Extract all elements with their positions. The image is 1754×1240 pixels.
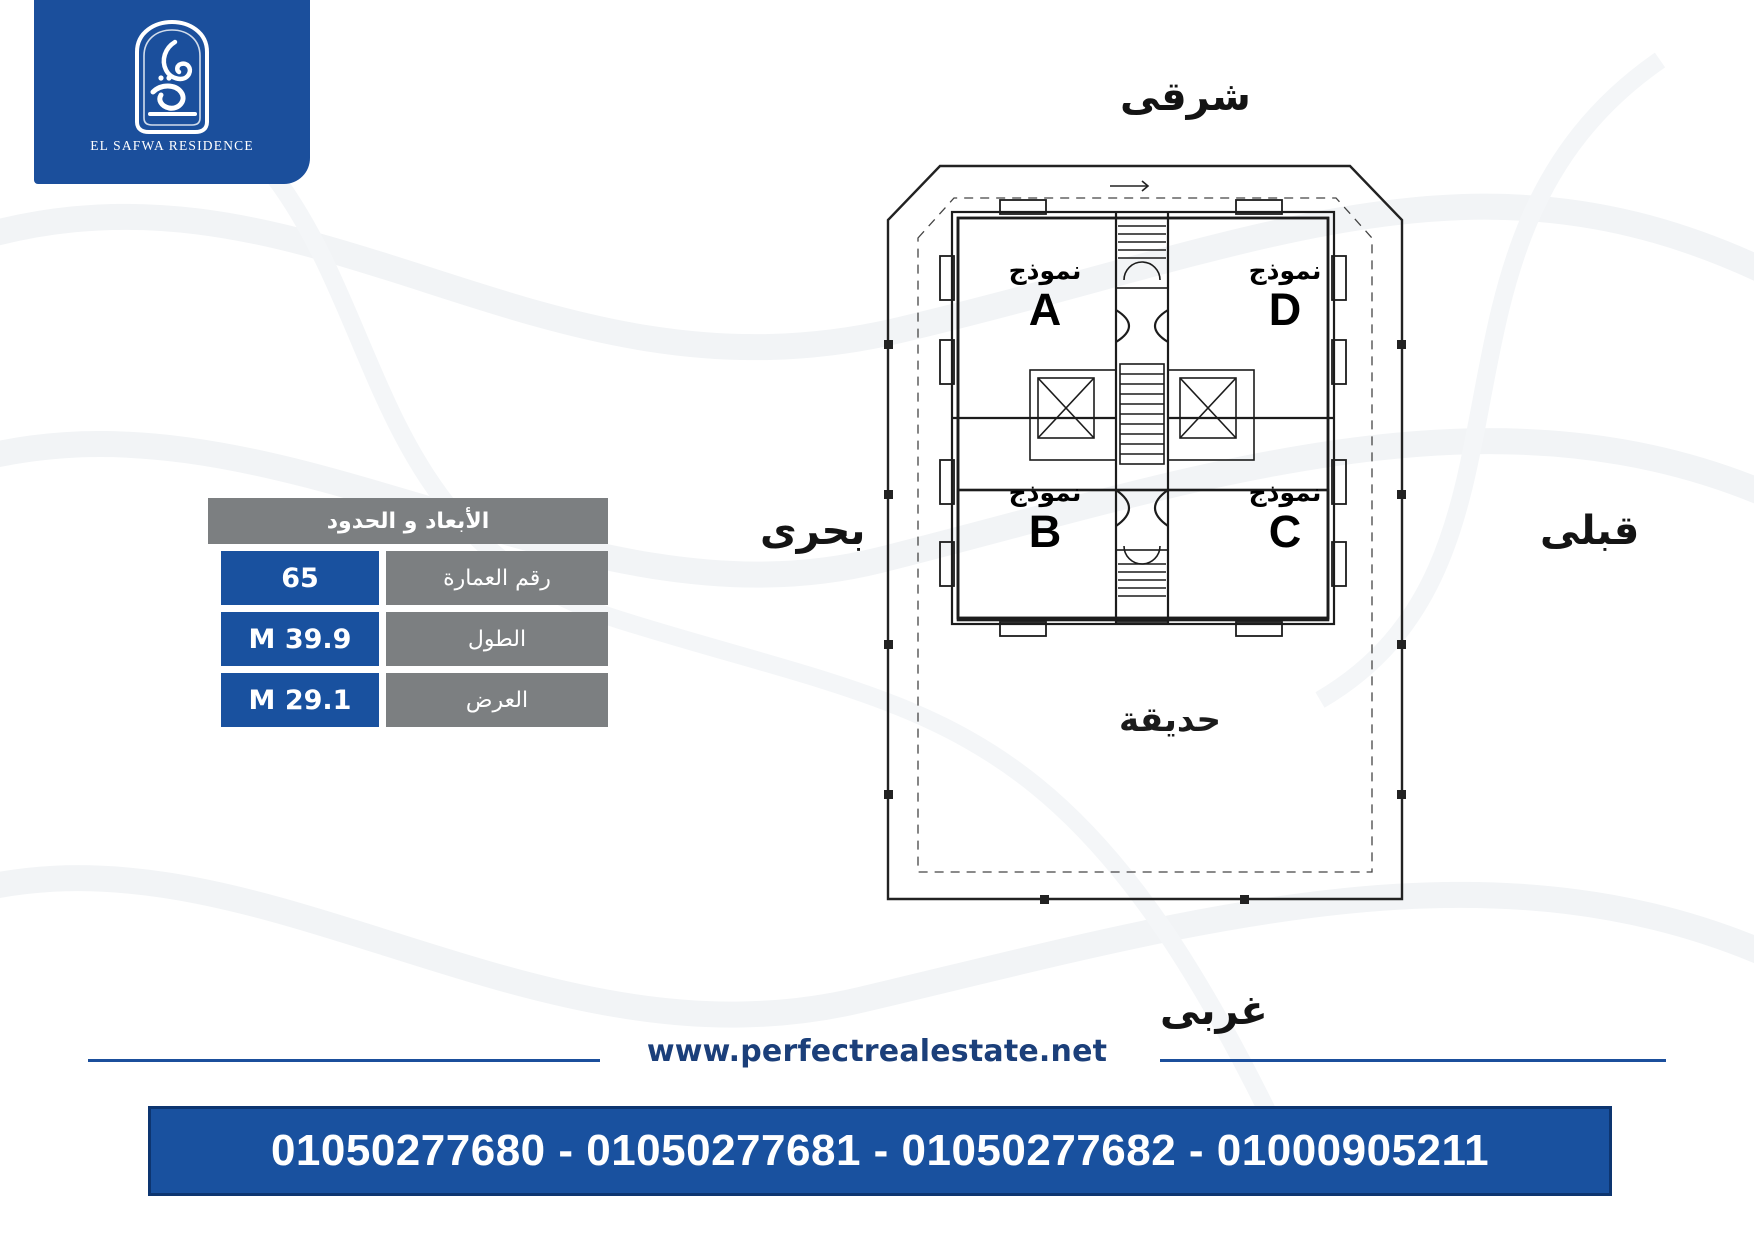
unit-letter: C bbox=[1268, 506, 1302, 557]
unit-label-a bbox=[990, 258, 1100, 337]
phone-numbers-bar[interactable] bbox=[148, 1106, 1612, 1196]
unit-letter: D bbox=[1268, 284, 1302, 335]
direction-label-north: شرقى bbox=[1120, 74, 1251, 120]
unit-letter: A bbox=[1028, 284, 1062, 335]
safwa-monogram-icon bbox=[117, 18, 227, 136]
unit-keyword: نموذج bbox=[1248, 478, 1322, 507]
unit-label-b bbox=[990, 480, 1100, 559]
phone-numbers-text: 01050277680 - 01050277681 - 01050277682 - 01000905211 bbox=[270, 1126, 1490, 1175]
unit-keyword: نموذج bbox=[1008, 478, 1082, 507]
width-label: العرض bbox=[386, 673, 608, 727]
dimensions-panel-title: الأبعاد و الحدود bbox=[208, 498, 608, 544]
table-row bbox=[208, 673, 608, 727]
brand-logo-card bbox=[34, 0, 310, 184]
unit-keyword: نموذج bbox=[1248, 256, 1322, 285]
building-number-value: 65 bbox=[221, 551, 379, 605]
brand-name: EL SAFWA RESIDENCE bbox=[90, 138, 254, 153]
dimensions-panel bbox=[208, 498, 608, 734]
direction-label-south: غربى bbox=[1160, 988, 1268, 1034]
garden-label: حديقة bbox=[1119, 700, 1221, 740]
table-row bbox=[208, 612, 608, 666]
unit-label-d bbox=[1230, 258, 1340, 337]
website-label[interactable]: www.perfectrealestate.net bbox=[646, 1034, 1108, 1069]
direction-label-west: بحرى bbox=[760, 508, 866, 554]
building-number-label: رقم العمارة bbox=[386, 551, 608, 605]
unit-letter: B bbox=[1028, 506, 1062, 557]
unit-keyword: نموذج bbox=[1008, 256, 1082, 285]
width-value: M 29.1 bbox=[221, 673, 379, 727]
direction-label-east: قبلى bbox=[1540, 508, 1640, 554]
length-value: M 39.9 bbox=[221, 612, 379, 666]
unit-label-c bbox=[1230, 480, 1340, 559]
length-label: الطول bbox=[386, 612, 608, 666]
table-row bbox=[208, 551, 608, 605]
floor-plan-drawing bbox=[880, 160, 1480, 905]
